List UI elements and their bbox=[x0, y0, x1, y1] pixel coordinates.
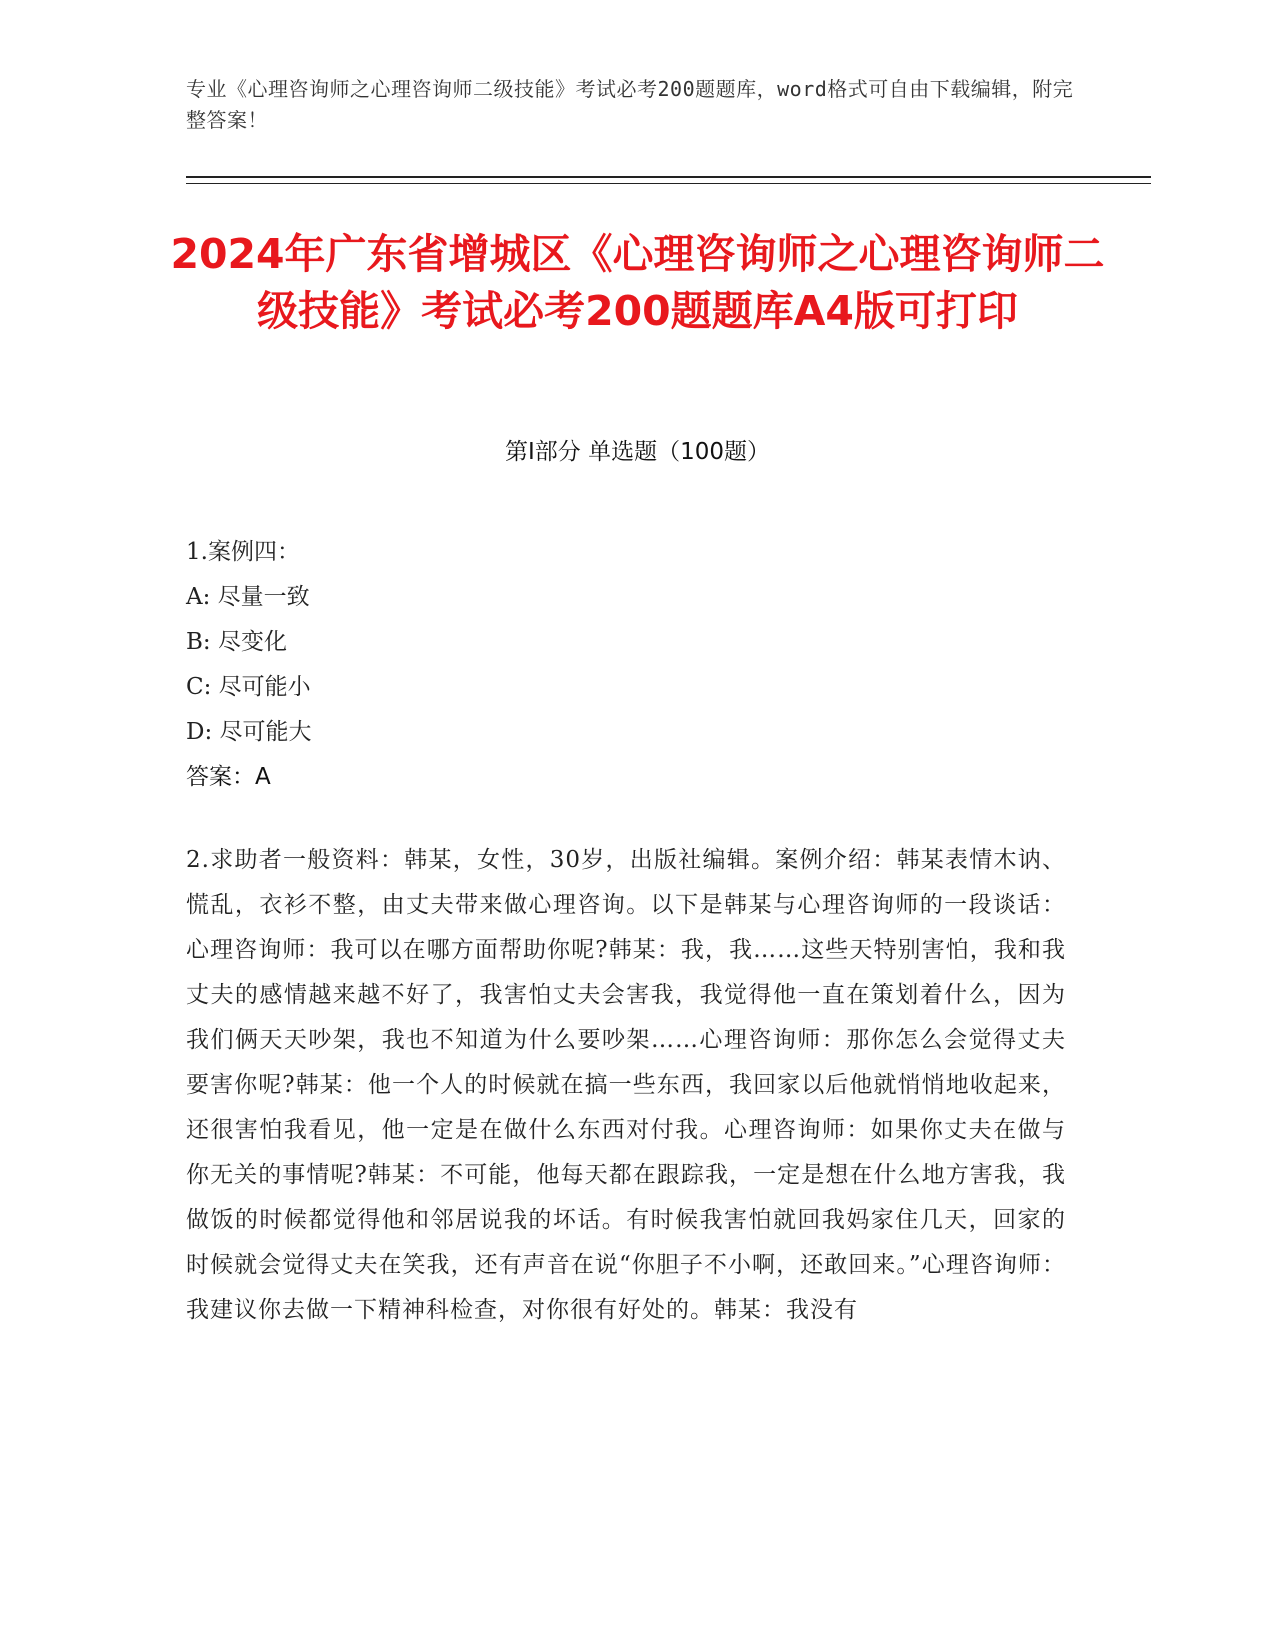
header-rule-thick bbox=[186, 176, 1151, 178]
question-stem: 1.案例四： bbox=[186, 539, 300, 565]
question-1 bbox=[186, 530, 1066, 800]
option-a: A: 尽量一致 bbox=[186, 584, 310, 610]
header-rule-thin bbox=[186, 183, 1151, 184]
answer-line: 答案：A bbox=[186, 764, 271, 790]
option-d: D: 尽可能大 bbox=[186, 719, 312, 745]
document-title: 2024年广东省增城区《心理咨询师之心理咨询师二级技能》考试必考200题题库A4版可打印 bbox=[170, 230, 1105, 335]
option-b: B: 尽变化 bbox=[186, 629, 287, 655]
question-2-stem: 2.求助者一般资料：韩某，女性，30岁，出版社编辑。案例介绍：韩某表情木讷、慌乱，衣衫不整，由丈夫带来做心理咨询。以下是韩某与心理咨询师的一段谈话：心理咨询师：我可以在哪方面帮助你呢?韩某：我，我……这些天特别害怕，我和我丈夫的感情越来越不好了，我害怕丈夫会害我，我觉得他一直在策划着什么，因为我们俩天天吵架，我也不知道为什么要吵架……心理咨询师：那你怎么会觉得丈夫要害你呢?韩某：他一个人的时候就在搞一些东西，我回家以后他就悄悄地收起来，还很害怕我看见，他一定是在做什么东西对付我。心理咨询师：如果你丈夫在做与你无关的事情呢?韩某：不可能，他每天都在跟踪我，一定是想在什么地方害我，我做饭的时候都觉得他和邻居说我的坏话。有时候我害怕就回我妈家住几天，回家的时候就会觉得丈夫在笑我，还有声音在说“你胆子不小啊，还敢回来。”心理咨询师：我建议你去做一下精神科检查，对你很有好处的。韩某：我没有 bbox=[186, 847, 1066, 1323]
section-heading: 第I部分 单选题（100题） bbox=[505, 439, 770, 465]
option-c: C: 尽可能小 bbox=[186, 674, 311, 700]
header-note: 专业《心理咨询师之心理咨询师二级技能》考试必考200题题库，word格式可自由下载编辑，附完整答案！ bbox=[186, 77, 1074, 132]
